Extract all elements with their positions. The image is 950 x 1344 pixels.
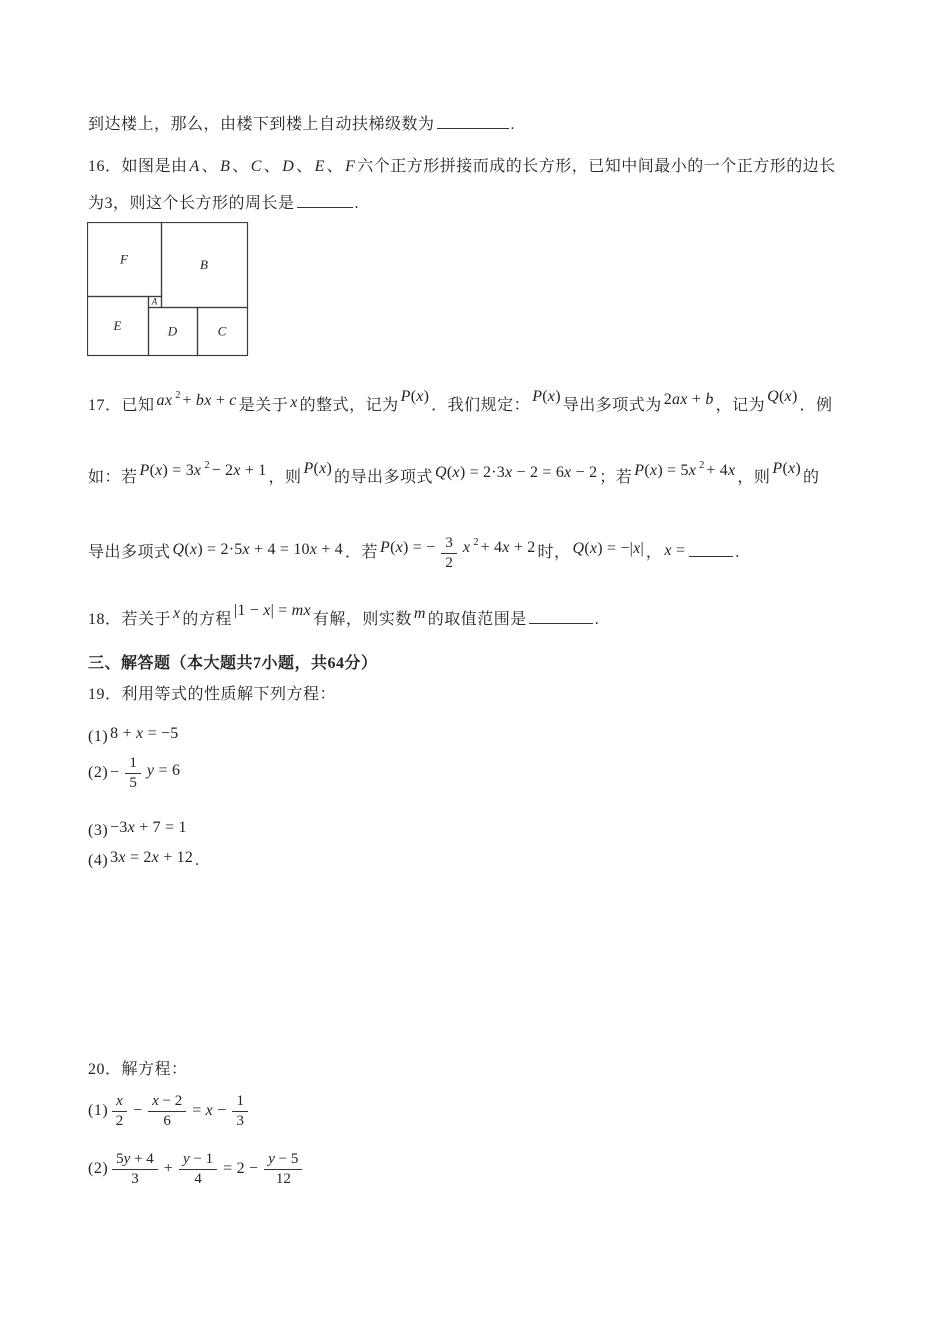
q19-item-3 [88,816,189,843]
math-run: Q(x) [767,388,798,405]
math-run: x [173,605,181,622]
math-run: P(x) = − [379,539,436,556]
math-run: x [290,394,298,411]
math-run: A [189,158,200,175]
squares-figure-canvas [87,222,249,357]
math-run: Q(x) = −|x| [572,540,644,557]
text-run: ．若 [344,544,378,561]
q19-item-4 [88,846,200,873]
para-escalator [88,113,515,137]
math-run: E [314,158,325,175]
math-run: 3x = 2x + 12 [110,849,194,866]
math-run: −3x + 7 = 1 [110,819,187,836]
answer-blank [297,193,353,208]
text-run: 到达楼上，那么，由楼下到楼上自动扶梯级数为 [88,116,435,133]
fraction [112,1093,127,1130]
fraction [112,1151,158,1188]
text-run: (2) [88,764,109,782]
math-run: |1 − x| = mx [233,602,311,619]
text-run: 的导出多项式 [334,469,434,486]
q20-item-1 [88,1093,252,1130]
math-run: − 2x + 1 [211,462,267,479]
q16-line-1 [88,155,836,179]
text-run: 为3，则这个长方形的周长是 [88,195,295,212]
fraction-denominator: 2 [115,1113,124,1129]
math-run: 2ax + b [663,391,714,408]
q17-line-1 [88,384,832,418]
square-label-E: E [113,318,122,334]
q16-squares-figure [87,222,249,362]
math-run: − [110,764,120,782]
text-run: 的整式，记为 [299,397,399,414]
text-run: 有解，则实数 [312,611,412,628]
math-run: = x − [192,1102,227,1120]
math-run: = 2 − [223,1160,259,1178]
math-run: D [282,158,295,175]
math-run: + 4x [706,462,736,479]
square-label-B: B [200,257,208,273]
fraction-denominator: 3 [236,1113,244,1129]
text-run: ， [645,544,663,561]
fraction [125,755,141,792]
text-run: (1) [88,728,109,745]
math-run: P(x) [532,388,561,405]
square-label-A: A [151,296,158,307]
math-run: + [163,1160,174,1178]
text-run: . [594,611,600,628]
section-3-header [88,652,378,676]
text-run: 20．解方程： [88,1061,188,1078]
math-run: Q(x) = 2·3x − 2 = 6x − 2 [435,464,598,481]
text-run: 、 [326,158,344,175]
text-run: 17．已知 [88,397,155,414]
q19-stem [88,683,336,707]
math-run: x [462,539,471,556]
text-run: 六个正方形拼接而成的长方形，已知中间最小的一个正方形的边长 [357,158,836,175]
fraction-denominator: 12 [275,1171,291,1187]
fraction-numerator: y − 1 [179,1151,217,1170]
q18-line [88,599,599,632]
text-run: 时， [537,544,571,561]
fraction-numerator: x [112,1093,127,1112]
text-run: . [510,116,516,133]
q17-line-2 [88,454,819,490]
answer-blank [689,542,733,557]
text-run: 、 [232,158,249,175]
text-run: 的方程 [182,611,232,628]
superscript: 2 [175,390,181,401]
math-run: 8 + x = −5 [110,725,179,742]
answer-blank [437,114,509,129]
text-run: ．我们规定： [431,397,531,414]
fraction [264,1151,302,1188]
math-run: F [345,158,356,175]
math-run: P(x) = 5x [634,462,697,479]
text-run: . [195,852,200,869]
fraction-denominator: 6 [163,1113,171,1129]
math-run: C [250,158,262,175]
text-run: ，则 [737,469,771,486]
fraction [148,1093,186,1130]
superscript: 2 [204,460,210,471]
text-run: (4) [88,852,109,869]
superscript: 2 [473,537,479,548]
square-label-F: F [120,251,128,267]
fraction-denominator: 5 [129,775,137,791]
fraction [179,1151,217,1188]
q20-stem [88,1058,188,1082]
square-label-D: D [167,323,178,339]
text-run: ；若 [599,469,633,486]
fraction-denominator: 2 [445,554,453,571]
fraction-numerator: 3 [441,535,457,554]
text-run: ，则 [268,469,302,486]
fraction [441,535,457,572]
fraction-numerator: x − 2 [148,1093,186,1112]
text-run: ．例 [799,397,833,414]
math-run: P(x) [400,388,430,405]
math-run: P(x) = 3x [139,462,202,479]
fraction-numerator: y − 5 [264,1151,302,1170]
text-run: 导出多项式 [88,544,171,561]
fraction [232,1093,248,1130]
text-run: 的取值范围是 [427,611,527,628]
text-run: 如：若 [88,469,138,486]
text-run: 18．若关于 [88,611,172,628]
math-run: + bx + c [182,392,237,409]
text-run: 、 [201,158,219,175]
text-run: 、 [296,158,313,175]
math-run: P(x) [772,460,801,477]
math-run: − [132,1102,143,1120]
text-run: 三、解答题（本大题共7小题，共64分） [88,655,378,672]
text-run: 导出多项式为 [562,397,662,414]
math-run: x = [664,542,686,559]
text-run: . [354,195,360,212]
q19-item-1 [88,722,180,749]
q17-line-3 [88,531,740,572]
superscript: 2 [699,460,705,471]
q16-line-2 [88,192,359,216]
q19-item-2 [88,755,182,792]
math-run: y = 6 [146,762,181,780]
text-run: 、 [263,158,281,175]
text-run: 的 [802,469,820,486]
fraction-denominator: 4 [194,1171,202,1187]
fraction-denominator: 3 [131,1171,139,1187]
text-run: 是关于 [238,397,289,414]
square-label-C: C [217,323,227,339]
math-run: P(x) [303,460,333,477]
math-run: m [413,605,426,622]
answer-blank [529,609,593,624]
text-run: (2) [88,1160,109,1178]
math-run: Q(x) = 2·5x + 4 = 10x + 4 [172,541,343,558]
text-run: 16．如图是由 [88,158,188,175]
text-run: 19．利用等式的性质解下列方程： [88,686,337,703]
fraction-numerator: 5y + 4 [112,1151,158,1170]
text-run: (3) [88,822,109,839]
fraction-numerator: 1 [232,1093,248,1112]
math-run: ax [156,392,173,409]
math-run: B [220,158,231,175]
fraction-numerator: 1 [125,755,141,774]
text-run: . [735,544,740,561]
math-run: + 4x + 2 [480,539,536,556]
text-run: ，记为 [715,397,766,414]
text-run: (1) [88,1102,109,1120]
q20-item-2 [88,1151,306,1188]
